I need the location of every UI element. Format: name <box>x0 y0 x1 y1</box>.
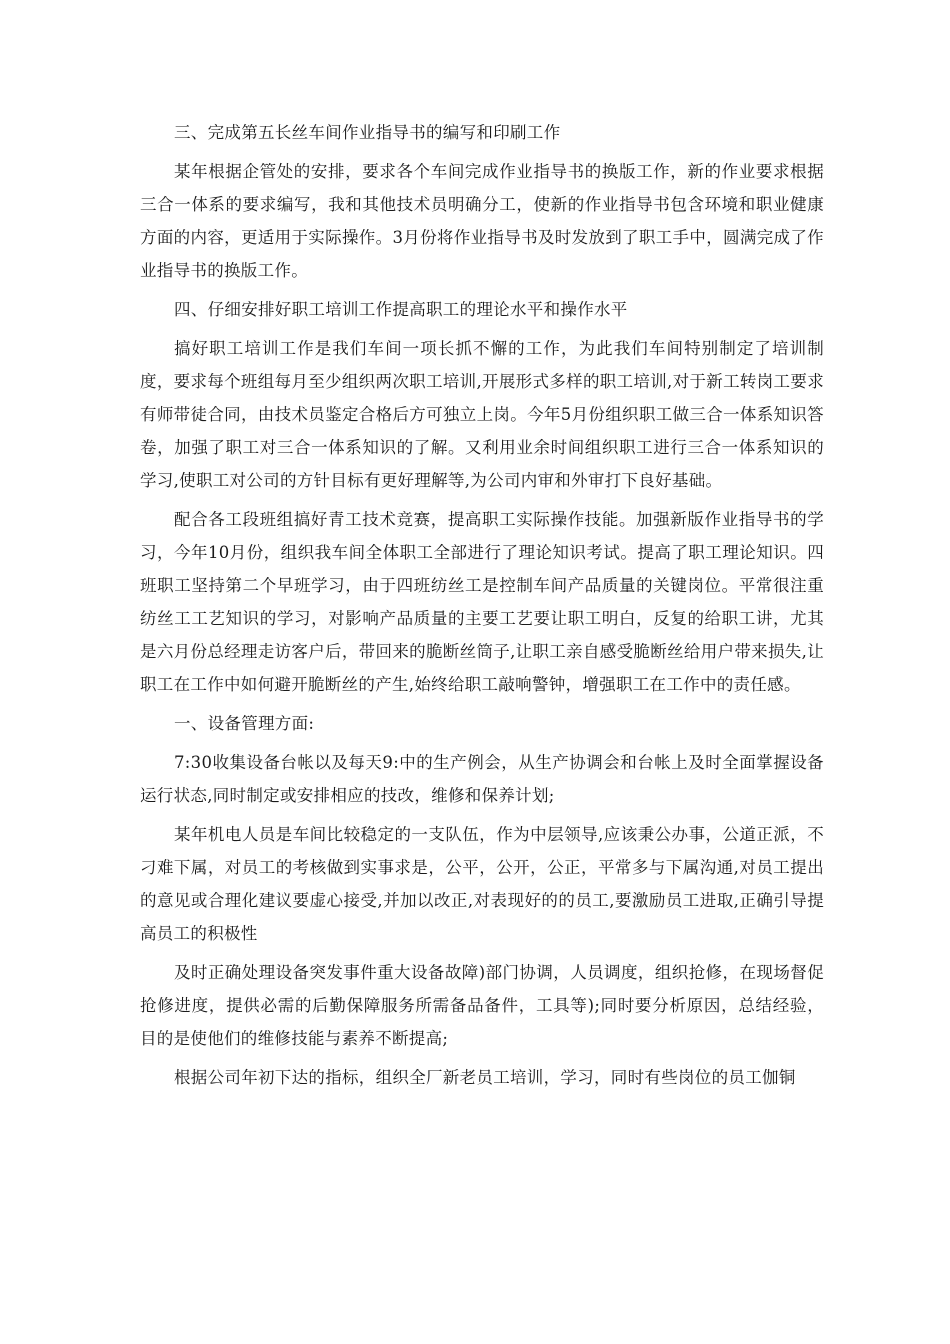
paragraph-training: 搞好职工培训工作是我们车间一项长抓不懈的工作，为此我们车间特别制定了培训制度，要求每个班组每月至少组织两次职工培训,开展形式多样的职工培训,对于新工转岗工要求有师带徒合同，由技术员鉴定合格后方可独立上岗。今年5月份组织职工做三合一体系知识答卷，加强了职工对三合一体系知识的了解。又利用业余时间组织职工进行三合一体系知识的学习,使职工对公司的方针目标有更好理解等,为公司内审和外审打下良好基础。 <box>140 339 824 490</box>
section-heading-equipment: 一、设备管理方面: <box>174 714 315 733</box>
paragraph-manual-revision: 某年根据企管处的安排，要求各个车间完成作业指导书的换版工作，新的作业要求根据三合一体系的要求编写，我和其他技术员明确分工，使新的作业指导书包含环境和职业健康方面的内容，更适用于实际操作。3月份将作业指导书及时发放到了职工手中，圆满完成了作业指导书的换版工作。 <box>140 162 824 280</box>
paragraph-annual-training: 根据公司年初下达的指标，组织全厂新老员工培训，学习，同时有些岗位的员工伽铜 <box>174 1068 796 1087</box>
paragraph-emergency-handling: 及时正确处理设备突发事件重大设备故障)部门协调，人员调度，组织抢修，在现场督促抢修进度，提供必需的后勤保障服务所需备品备件，工具等);同时要分析原因，总结经验，目的是使他们的维修技能与素养不断提高; <box>140 963 824 1048</box>
section-heading-4: 四、仔细安排好职工培训工作提高职工的理论水平和操作水平 <box>174 300 628 319</box>
paragraph-skill-competition: 配合各工段班组搞好青工技术竞赛，提高职工实际操作技能。加强新版作业指导书的学习，今年10月份，组织我车间全体职工全部进行了理论知识考试。提高了职工理论知识。四班职工坚持第二个早班学习，由于四班纺丝工是控制车间产品质量的关键岗位。平常很注重纺丝工工艺知识的学习，对影响产品质量的主要工艺要让职工明白，反复的给职工讲，尤其是六月份总经理走访客户后，带回来的脆断丝筒子,让职工亲自感受脆断丝给用户带来损失,让职工在工作中如何避开脆断丝的产生,始终给职工敲响警钟，增强职工在工作中的责任感。 <box>140 510 824 694</box>
paragraph-equipment-ledger: 7:30收集设备台帐以及每天9:中的生产例会，从生产协调会和台帐上及时全面掌握设备运行状态,同时制定或安排相应的技改，维修和保养计划; <box>140 753 824 805</box>
paragraph-staff-management: 某年机电人员是车间比较稳定的一支队伍，作为中层领导,应该秉公办事，公道正派，不刁难下属，对员工的考核做到实事求是，公平，公开，公正，平常多与下属沟通,对员工提出的意见或合理化建议要虚心接受,并加以改正,对表现好的的员工,要激励员工进取,正确引导提高员工的积极性 <box>140 825 824 943</box>
document-page <box>140 116 824 1100</box>
section-heading-3: 三、完成第五长丝车间作业指导书的编写和印刷工作 <box>174 123 561 142</box>
